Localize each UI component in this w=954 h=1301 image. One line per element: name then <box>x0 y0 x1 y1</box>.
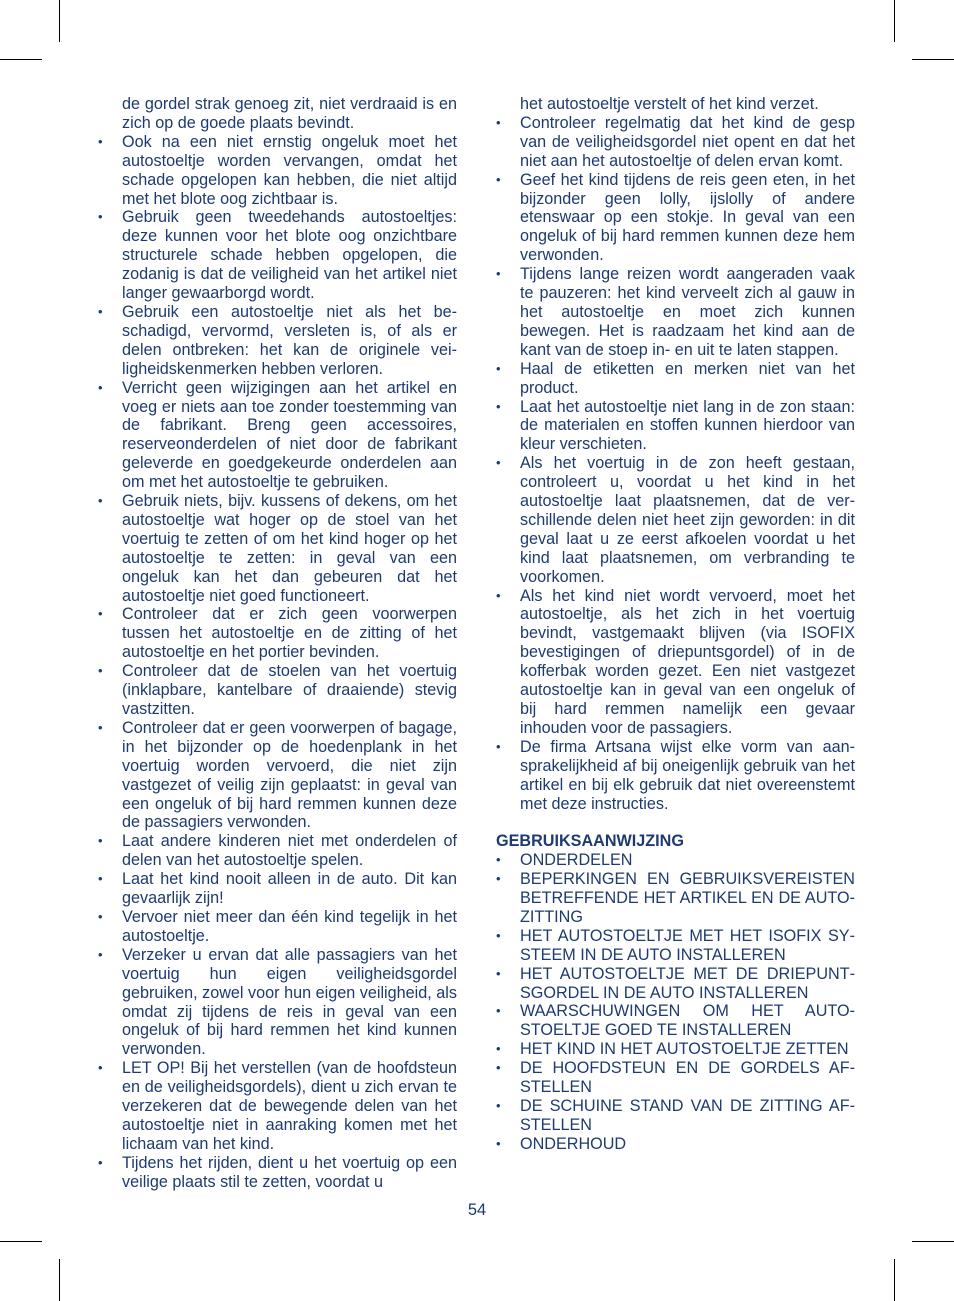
list-item: • De firma Artsana wijst elke vorm van aansprakelijkheid af bij oneigenlijk gebruik van het artikel en bij elk gebruik dat niet overeenstemt met deze instructies. <box>520 738 855 814</box>
contents-item: • HET AUTOSTOELTJE MET DE DRIEPUNTSGORDEL IN DE AUTO INSTALLEREN <box>520 965 855 1003</box>
right-bullet-list <box>520 114 855 814</box>
right-column <box>496 95 855 1154</box>
left-bullet-list <box>122 133 457 1192</box>
list-item: • Laat andere kinderen niet met onderdelen of delen van het autostoeltje spelen. <box>122 832 457 870</box>
list-item: • Controleer dat de stoelen van het voertuig (inklapbare, kantelbare of draaiende) stevig vastzitten. <box>122 662 457 719</box>
left-continuation-text: de gordel strak genoeg zit, niet verdraaid is en zich op de goede plaats bevindt. <box>122 95 457 132</box>
list-item: • LET OP! Bij het verstellen (van de hoofdsteun en de veiligheidsgordels), dient u zich ervan te verzekeren dat de bewegende delen van het autostoeltje niet in aanraking komen met het lichaam van het kind. <box>122 1059 457 1154</box>
page-number: 54 <box>467 1201 487 1219</box>
list-item: • Ook na een niet ernstig ongeluk moet het autostoeltje worden vervangen, omdat het schade opgelopen kan hebben, die niet altijd met het blote oog zichtbaar is. <box>122 133 457 209</box>
contents-item: • HET KIND IN HET AUTOSTOELTJE ZETTEN <box>520 1040 855 1059</box>
list-item: • Controleer dat er geen voorwerpen of bagage, in het bijzonder op de hoedenplank in het voertuig worden vervoerd, die niet zijn vastgezet of veilig zijn geplaatst: in geval van een ongeluk of bij hard remmen kunnen deze de passagiers verwonden. <box>122 719 457 832</box>
contents-item: • WAARSCHUWINGEN OM HET AUTOSTOELTJE GOED TE INSTALLEREN <box>520 1002 855 1040</box>
crop-mark-bottom-left-horizontal <box>0 1241 42 1242</box>
list-item: • Laat het autostoeltje niet lang in de zon staan: de materialen en stoffen kunnen hierdoor van kleur verschieten. <box>520 398 855 455</box>
crop-mark-top-left-vertical <box>59 0 60 42</box>
list-item: • Verzeker u ervan dat alle passagiers van het voertuig hun eigen veiligheidsgordel gebruiken, zowel voor hun eigen veiligheid, als omdat zij tijdens de reis in geval van een ongeluk of bij hard remmen het kind kunnen verwonden. <box>122 946 457 1059</box>
list-item: • Gebruik niets, bijv. kussens of dekens, om het autostoeltje wat hoger op de stoel van het voertuig te zetten of om het kind hoger op het autostoeltje te zetten: in geval van een ongeluk kan het dan gebeuren dat het autostoeltje niet goed functioneert. <box>122 492 457 605</box>
list-item: • Gebruik een autostoeltje niet als het beschadigd, vervormd, versleten is, of als er delen ontbreken: het kan de originele veiligheidskenmerken hebben verloren. <box>122 303 457 379</box>
list-item: • Geef het kind tijdens de reis geen eten, in het bijzonder geen lolly, ijslolly of andere etenswaar op een stokje. In geval van een ongeluk of bij hard remmen kunnen deze hem verwonden. <box>520 171 855 266</box>
crop-mark-top-right-vertical <box>894 0 895 42</box>
section-heading: GEBRUIKSAANWIJZING <box>496 832 684 851</box>
list-item: • Gebruik geen tweedehands autostoeltjes: deze kunnen voor het blote oog onzichtbare structurele schade hebben opgelopen, die zodanig is dat de veiligheid van het artikel niet langer gewaarborgd wordt. <box>122 208 457 303</box>
list-item: • Tijdens lange reizen wordt aangeraden vaak te pauzeren: het kind verveelt zich al gauw in het autostoeltje en moet zich kunnen bewegen. Het is raadzaam het kind aan de kant van de stoep in- en uit te laten stappen. <box>520 265 855 360</box>
contents-item: • DE SCHUINE STAND VAN DE ZITTING AFSTELLEN <box>520 1097 855 1135</box>
contents-item: • HET AUTOSTOELTJE MET HET ISOFIX SYSTEEM IN DE AUTO INSTALLEREN <box>520 927 855 965</box>
crop-mark-bottom-right-vertical <box>894 1259 895 1301</box>
list-item: • Als het kind niet wordt vervoerd, moet het autostoeltje, als het zich in het voertuig bevindt, vastgemaakt blijven (via ISOFIX bevestigingen of driepuntsgordel) of in de kofferbak worden gezet. Een niet vastgezet autostoeltje kan in geval van een ongeluk of bij hard remmen namelijk een gevaar inhouden voor de passagiers. <box>520 587 855 738</box>
list-item: • Haal de etiketten en merken niet van het product. <box>520 360 855 398</box>
contents-item: • ONDERDELEN <box>520 851 855 870</box>
list-item: • Vervoer niet meer dan één kind tegelijk in het autostoeltje. <box>122 908 457 946</box>
crop-mark-top-left-horizontal <box>0 59 42 60</box>
contents-item: • ONDERHOUD <box>520 1135 855 1154</box>
list-item: • Laat het kind nooit alleen in de auto. Dit kan gevaarlijk zijn! <box>122 870 457 908</box>
right-continuation-text: het autostoeltje verstelt of het kind verzet. <box>520 95 819 113</box>
list-item: • Tijdens het rijden, dient u het voertuig op een veilige plaats stil te zetten, voordat u <box>122 1154 457 1192</box>
list-item: • Als het voertuig in de zon heeft gestaan, controleert u, voordat u het kind in het autostoeltje laat plaatsnemen, dat de verschillende delen niet heet zijn geworden: in dit geval laat u ze eerst afkoelen voordat u het kind laat plaatsnemen, om verbranding te voorkomen. <box>520 454 855 586</box>
left-column <box>122 95 457 1192</box>
list-item: • Controleer regelmatig dat het kind de gesp van de veiligheidsgordel niet opent en dat het niet aan het autostoeltje of delen ervan komt. <box>520 114 855 171</box>
contents-item: • BEPERKINGEN EN GEBRUIKSVEREISTEN BETREFFENDE HET ARTIKEL EN DE AUTOZITTING <box>520 870 855 927</box>
crop-mark-bottom-left-vertical <box>59 1259 60 1301</box>
list-item: • Verricht geen wijzigingen aan het artikel en voeg er niets aan toe zonder toestemming van de fabrikant. Breng geen accessoires, reserveonderdelen of niet door de fabrikant geleverde en goedgekeurde onderdelen aan om met het autostoeltje te gebruiken. <box>122 379 457 492</box>
crop-mark-bottom-right-horizontal <box>912 1241 954 1242</box>
contents-item: • DE HOOFDSTEUN EN DE GORDELS AFSTELLEN <box>520 1059 855 1097</box>
crop-mark-top-right-horizontal <box>912 59 954 60</box>
contents-list <box>520 851 855 1154</box>
list-item: • Controleer dat er zich geen voorwerpen tussen het autostoeltje en de zitting of het autostoeltje en het portier bevinden. <box>122 605 457 662</box>
